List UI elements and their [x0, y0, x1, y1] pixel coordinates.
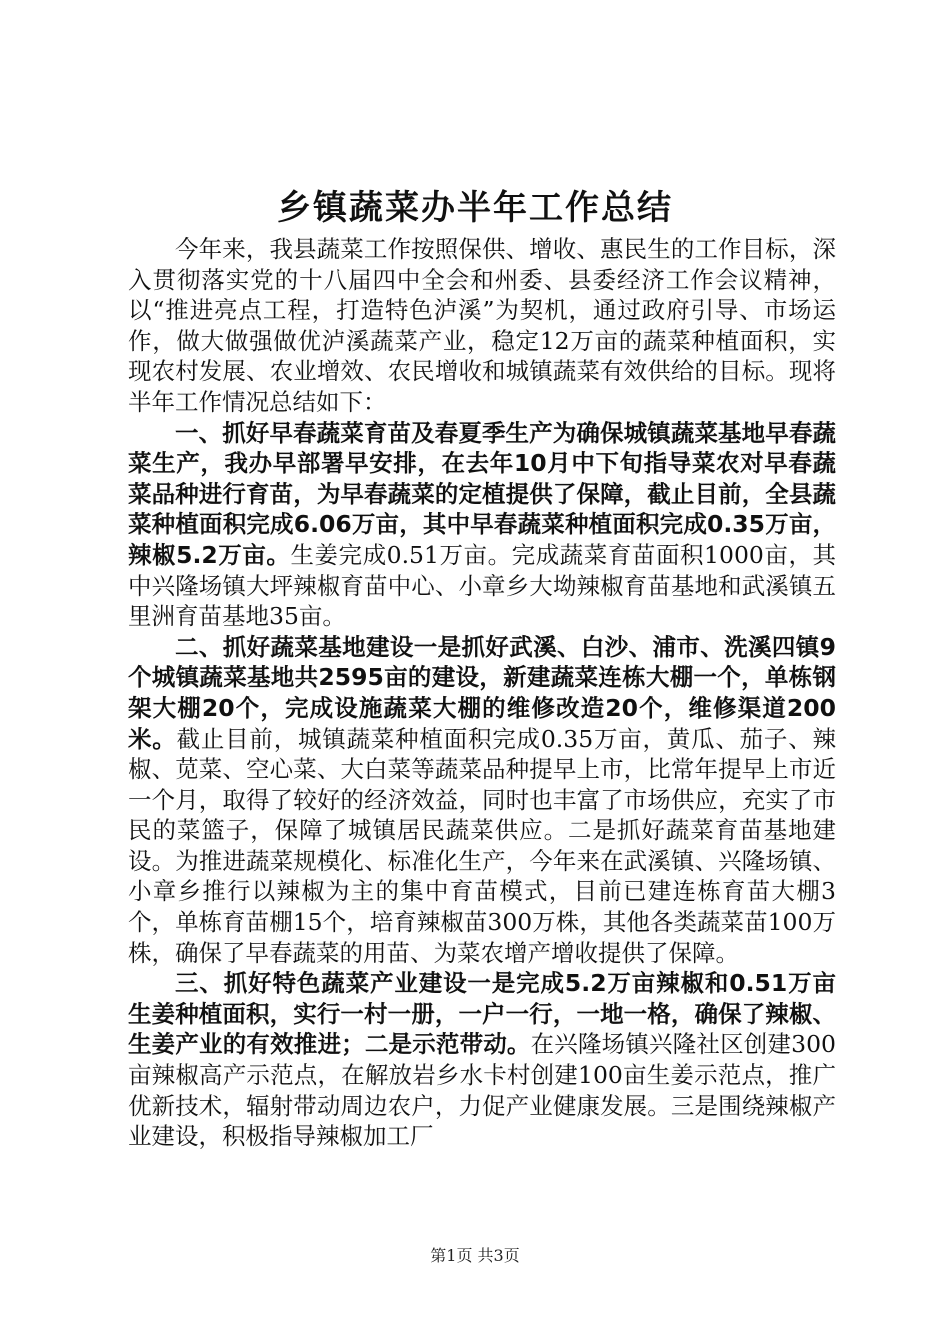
- paragraph-section-2: [128, 632, 836, 969]
- paragraph-intro: [128, 234, 836, 418]
- document-title: 乡镇蔬菜办半年工作总结: [277, 188, 673, 228]
- paragraph-section-3: [128, 968, 836, 1152]
- paragraph-lead: 二、抓好蔬菜基地建设一是抓好武溪、白沙、浦市、洗溪四镇9个城镇蔬菜基地共2595亩的建设，新建蔬菜连栋大棚一个，单栋钢架大棚20个，完成设施蔬菜大棚的维修改造20个，维修渠道200米。: [128, 632, 836, 753]
- paragraph-text: 在兴隆场镇兴隆社区创建300亩辣椒高产示范点，在解放岩乡水卡村创建100亩生姜示范点，推广优新技术，辐射带动周边农户，力促产业健康发展。三是围绕辣椒产业建设，积极指导辣椒加工厂: [128, 1030, 836, 1151]
- paragraph-lead: 三、抓好特色蔬菜产业建设一是完成5.2万亩辣椒和0.51万亩生姜种植面积，实行一村一册，一户一行，一地一格，确保了辣椒、生姜产业的有效推进；二是示范带动。: [128, 969, 836, 1059]
- page-footer: 第1页 共3页: [430, 1246, 520, 1265]
- paragraph-text: 今年来，我县蔬菜工作按照保供、增收、惠民生的工作目标，深入贯彻落实党的十八届四中全会和州委、县委经济工作会议精神，以“推进亮点工程，打造特色泸溪”为契机，通过政府引导、市场运作，做大做强做优泸溪蔬菜产业，稳定12万亩的蔬菜种植面积，实现农村发展、农业增效、农民增收和城镇蔬菜有效供给的目标。现将半年工作情况总结如下：: [128, 235, 836, 416]
- paragraph-text: 截止目前，城镇蔬菜种植面积完成0.35万亩，黄瓜、茄子、辣椒、苋菜、空心菜、大白菜等蔬菜品种提早上市，比常年提早上市近一个月，取得了较好的经济效益，同时也丰富了市场供应，充实了市民的菜篮子，保障了城镇居民蔬菜供应。二是抓好蔬菜育苗基地建设。为推进蔬菜规模化、标准化生产，今年来在武溪镇、兴隆场镇、小章乡推行以辣椒为主的集中育苗模式，目前已建连栋育苗大棚3个，单栋育苗棚15个，培育辣椒苗300万株，其他各类蔬菜苗100万株，确保了早春蔬菜的用苗、为菜农增产增收提供了保障。: [128, 724, 837, 967]
- paragraph-text: 生姜完成0.51万亩。完成蔬菜育苗面积1000亩，其中兴隆场镇大坪辣椒育苗中心、小章乡大坳辣椒育苗基地和武溪镇五里洲育苗基地35亩。: [128, 540, 836, 631]
- document-body: [128, 234, 836, 1152]
- paragraph-section-1: [128, 418, 836, 632]
- paragraph-lead: 一、抓好早春蔬菜育苗及春夏季生产为确保城镇蔬菜基地早春蔬菜生产，我办早部署早安排，在去年10月中下旬指导菜农对早春蔬菜品种进行育苗，为早春蔬菜的定植提供了保障，截止目前，全县蔬菜种植面积完成6.06万亩，其中早春蔬菜种植面积完成0.35万亩，辣椒5.2万亩。: [128, 418, 836, 569]
